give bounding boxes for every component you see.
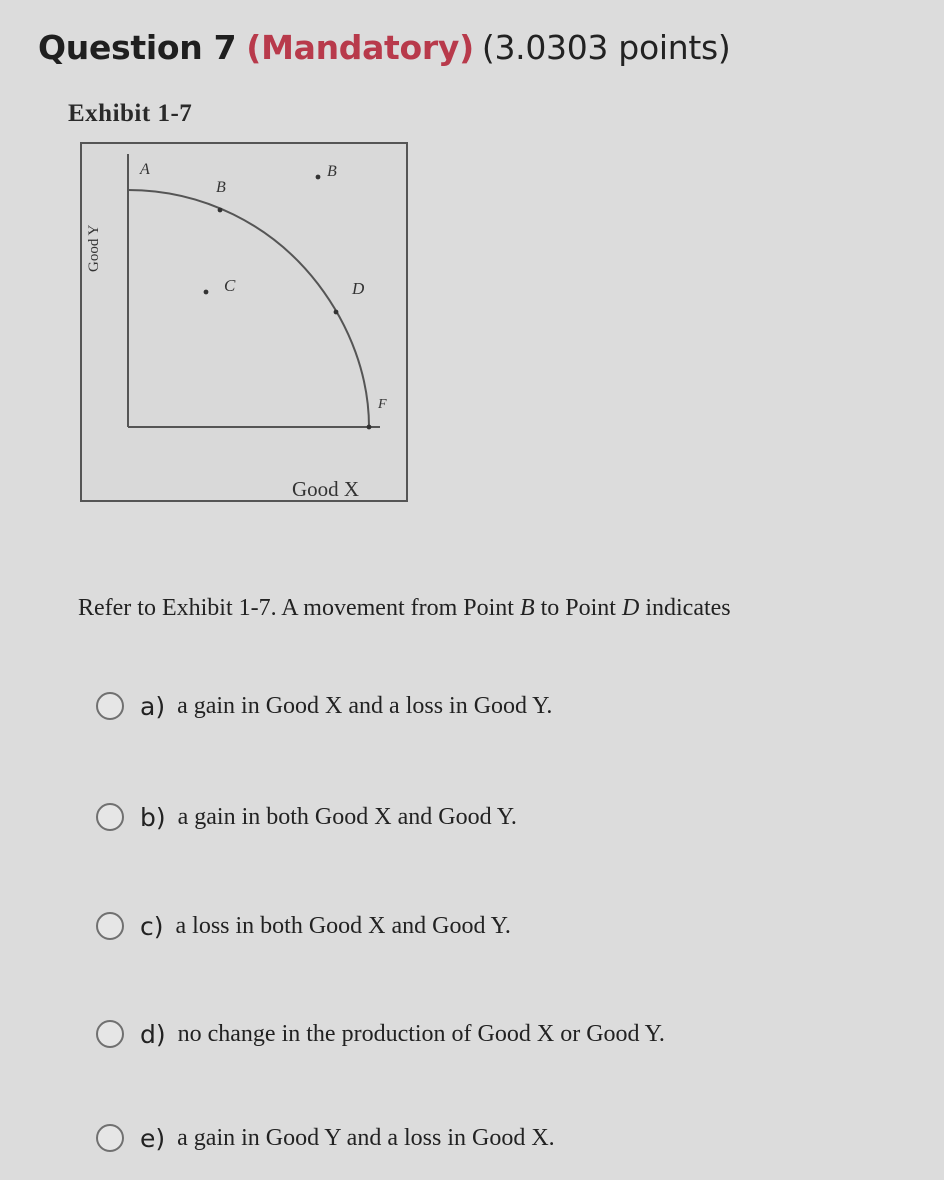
ppf-diagram bbox=[82, 144, 406, 500]
option-b-text: a gain in both Good X and Good Y. bbox=[177, 803, 517, 830]
point-b-outside-label: B bbox=[327, 163, 337, 180]
ppf-curve bbox=[128, 190, 369, 427]
exhibit-figure bbox=[80, 142, 408, 502]
question-stem bbox=[78, 595, 731, 622]
question-header bbox=[38, 28, 730, 67]
points-label: (3.0303 points) bbox=[481, 28, 731, 67]
option-d-letter: d) bbox=[140, 1019, 166, 1049]
point-f-label: F bbox=[378, 397, 387, 412]
point-d-dot bbox=[334, 310, 339, 315]
option-d[interactable] bbox=[96, 1014, 665, 1054]
point-c-label: C bbox=[224, 276, 236, 295]
radio-a[interactable] bbox=[96, 692, 124, 720]
option-d-text: no change in the production of Good X or Good Y. bbox=[177, 1020, 665, 1047]
mandatory-label: (Mandatory) bbox=[246, 28, 474, 67]
question-number: Question 7 bbox=[38, 28, 237, 67]
radio-c[interactable] bbox=[96, 912, 124, 940]
point-a-label: A bbox=[140, 161, 150, 178]
option-e[interactable] bbox=[96, 1118, 555, 1158]
stem-text-1: Refer to Exhibit 1-7. A movement from Point bbox=[78, 595, 520, 621]
option-b-letter: b) bbox=[140, 802, 166, 832]
option-a-text: a gain in Good X and a loss in Good Y. bbox=[177, 692, 553, 719]
x-axis-label: Good X bbox=[292, 477, 360, 500]
option-e-text: a gain in Good Y and a loss in Good X. bbox=[177, 1124, 555, 1151]
option-c-letter: c) bbox=[140, 911, 164, 941]
option-c-text: a loss in both Good X and Good Y. bbox=[175, 912, 511, 939]
point-d-label: D bbox=[352, 279, 365, 298]
option-b[interactable] bbox=[96, 797, 517, 837]
radio-b[interactable] bbox=[96, 803, 124, 831]
exhibit-title: Exhibit 1-7 bbox=[68, 100, 193, 127]
stem-text-3: indicates bbox=[639, 595, 731, 621]
y-axis-label: Good Y bbox=[86, 224, 102, 272]
point-b-label: B bbox=[216, 179, 226, 196]
point-b-outside-dot bbox=[316, 175, 321, 180]
radio-e[interactable] bbox=[96, 1124, 124, 1152]
point-c-dot bbox=[204, 290, 209, 295]
option-c[interactable] bbox=[96, 906, 511, 946]
stem-point-from: B bbox=[519, 595, 535, 621]
point-b-dot bbox=[218, 208, 223, 213]
option-a[interactable] bbox=[96, 686, 552, 726]
point-f-dot bbox=[367, 425, 372, 430]
stem-text-2: to Point bbox=[534, 595, 622, 621]
option-a-letter: a) bbox=[140, 691, 166, 721]
option-e-letter: e) bbox=[140, 1123, 166, 1153]
stem-point-to: D bbox=[621, 595, 640, 621]
radio-d[interactable] bbox=[96, 1020, 124, 1048]
